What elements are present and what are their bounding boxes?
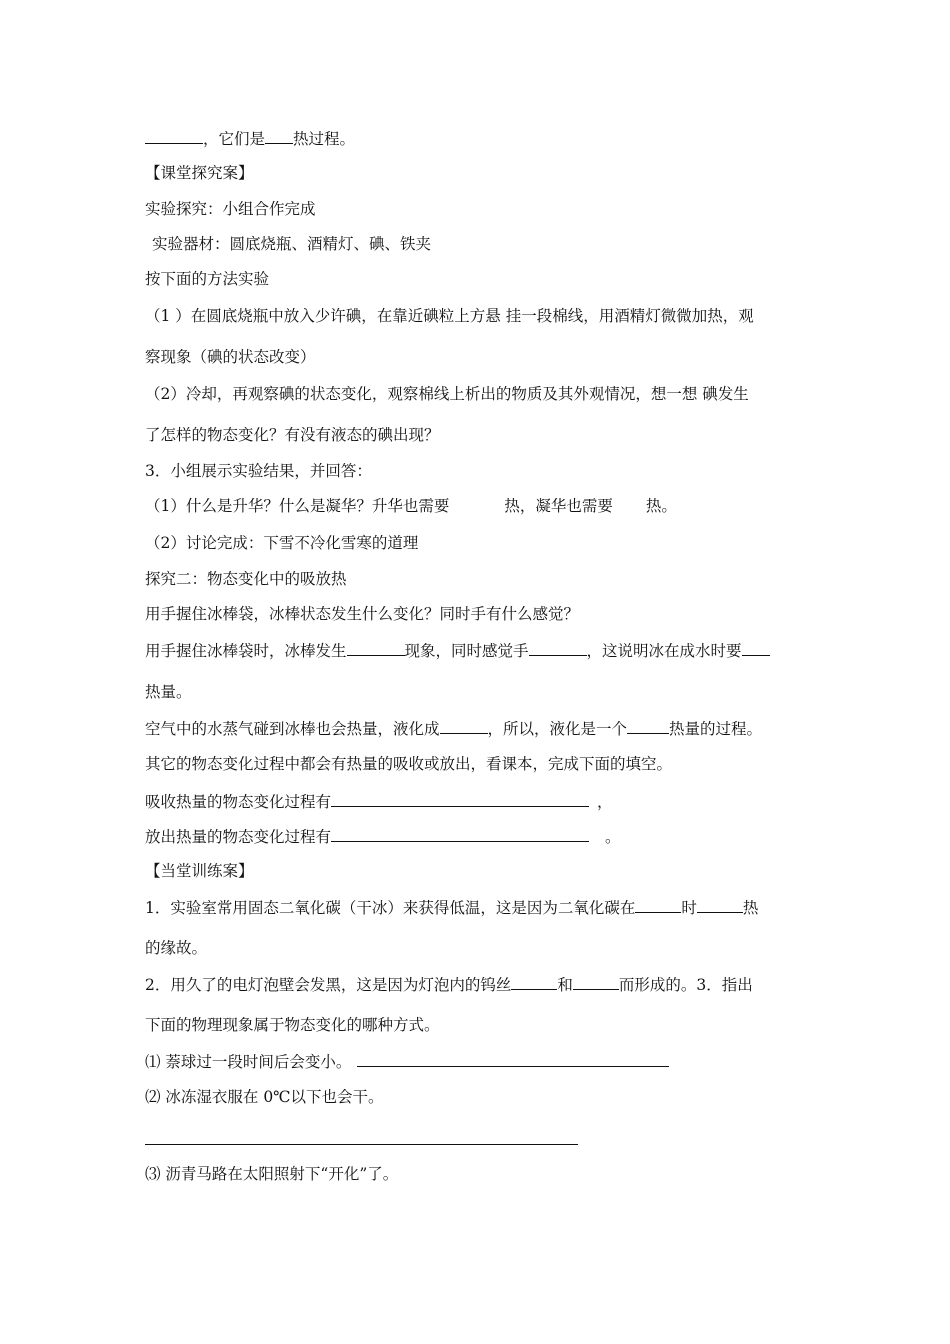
line-8: （2）冷却，再观察碘的状态变化，观察棉线上析出的物质及其外观情况，想一想 碘发生 — [145, 385, 749, 403]
line-12: （2）讨论完成：下雪不冷化雪寒的道理 — [145, 534, 419, 552]
line-18: 其它的物态变化过程中都会有热量的吸收或放出，看课本，完成下面的填空。 — [145, 755, 673, 773]
answer-blank[interactable] — [357, 1051, 669, 1067]
line-27: ⑵ 冰冻湿衣服在 0℃以下也会干。 — [145, 1088, 384, 1106]
line-3: 实验探究：小组合作完成 — [145, 200, 316, 218]
answer-blank[interactable] — [742, 640, 770, 656]
line-23: 的缘故。 — [145, 939, 208, 957]
answer-blank[interactable] — [529, 640, 587, 656]
answer-blank[interactable] — [347, 640, 405, 656]
line-22: 1．实验室常用固态二氧化碳（干冰）来获得低温，这是因为二氧化碳在 时 热 — [145, 899, 759, 917]
line-11: （1）什么是升华？什么是凝华？升华也需要 热，凝华也需要 热。 — [145, 497, 677, 515]
answer-blank[interactable] — [331, 791, 589, 807]
section-heading-practice: 【当堂训练案】 — [145, 862, 254, 880]
line-9: 了怎样的物态变化？有没有液态的碘出现？ — [145, 426, 440, 444]
line-14: 用手握住冰棒袋，冰棒状态发生什么变化？同时手有什么感觉？ — [145, 605, 580, 623]
answer-blank[interactable] — [440, 718, 488, 734]
section-heading-explore: 【课堂探究案】 — [145, 164, 254, 182]
answer-blank[interactable] — [635, 897, 681, 913]
line-20: 放出热量的物态变化过程有 。 — [145, 828, 621, 846]
line-5: 按下面的方法实验 — [145, 270, 270, 288]
answer-blank[interactable] — [331, 826, 589, 842]
line-7: 察现象（碘的状态改变） — [145, 348, 316, 366]
line-15: 用手握住冰棒袋时，冰棒发生 现象，同时感觉手 ，这说明冰在成水时要 — [145, 640, 770, 661]
line-16: 热量。 — [145, 683, 192, 701]
line-10: 3．小组展示实验结果，并回答： — [145, 462, 372, 480]
line-4: 实验器材：圆底烧瓶、酒精灯、碘、铁夹 — [152, 235, 432, 253]
line-26: ⑴ 萘球过一段时间后会变小。 — [145, 1051, 669, 1072]
line-6: （1 ）在圆底烧瓶中放入少许碘，在靠近碘粒上方悬 挂一段棉线，用酒精灯微微加热，观 — [145, 307, 754, 325]
line-17: 空气中的水蒸气碰到冰棒也会热量，液化成 ，所以，液化是一个 热量的过程。 — [145, 720, 763, 738]
line-19: 吸收热量的物态变化过程有 ， — [145, 793, 613, 811]
answer-blank[interactable] — [265, 128, 293, 144]
line-28: ⑶ 沥青马路在太阳照射下“开化”了。 — [145, 1165, 399, 1183]
line-25: 下面的物理现象属于物态变化的哪种方式。 — [145, 1016, 440, 1034]
answer-blank[interactable] — [697, 897, 743, 913]
answer-blank[interactable] — [573, 974, 619, 990]
answer-line[interactable] — [145, 1144, 578, 1145]
line-24: 2．用久了的电灯泡壁会发黑，这是因为灯泡内的钨丝 和 而形成的。3．指出 — [145, 976, 753, 994]
line-1: ，它们是 热过程。 — [145, 128, 355, 149]
line-13: 探究二：物态变化中的吸放热 — [145, 570, 347, 588]
answer-blank[interactable] — [627, 718, 669, 734]
answer-blank[interactable] — [145, 128, 203, 144]
answer-blank[interactable] — [511, 974, 557, 990]
